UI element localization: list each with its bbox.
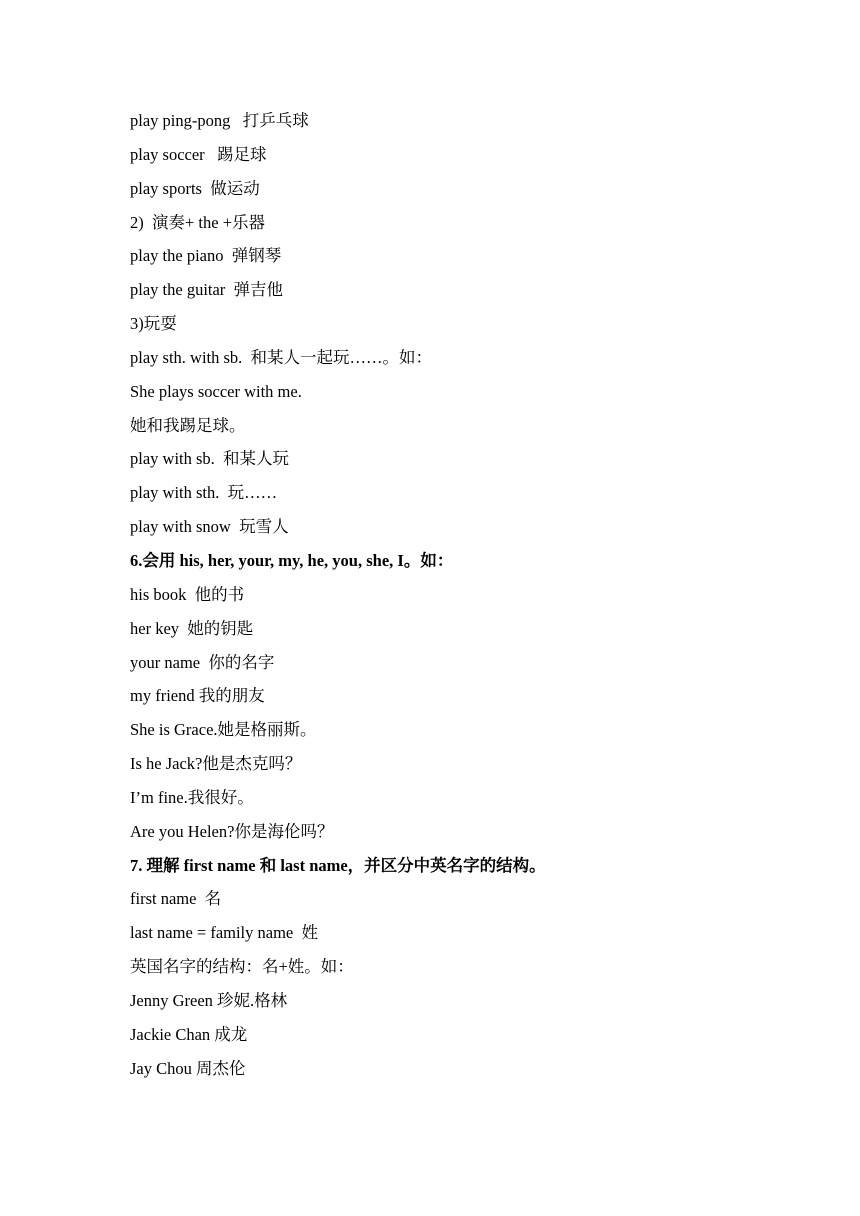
text-line: your name 你的名字 — [130, 652, 275, 672]
text-line: my friend 我的朋友 — [130, 686, 265, 706]
example-translation: 她和我踢足球。 — [130, 415, 246, 435]
section-heading: 7. 理解 first name 和 last name，并区分中英名字的结构。 — [130, 855, 546, 875]
section-heading: 6.会用 his, her, your, my, he, you, she, I。如： — [130, 550, 454, 570]
example-name: Jackie Chan 成龙 — [130, 1024, 248, 1044]
text-line: play ping-pong 打乒乓球 — [130, 111, 309, 130]
text-line: play with sb. 和某人玩 — [130, 449, 290, 469]
example-sentence: Is he Jack?他是杰克吗？ — [130, 754, 302, 774]
text-line: play sth. with sb. 和某人一起玩……。如： — [130, 347, 433, 367]
text-line: her key 她的钥匙 — [130, 618, 254, 638]
text-line: play the piano 弹钢琴 — [130, 246, 282, 266]
example-sentence: She is Grace.她是格丽斯。 — [130, 720, 317, 740]
text-line: play the guitar 弹吉他 — [130, 280, 284, 300]
document-page — [130, 109, 770, 1090]
text-line: play with snow 玩雪人 — [130, 517, 289, 537]
text-line: last name = family name 姓 — [130, 923, 319, 943]
example-sentence: I’m fine.我很好。 — [130, 787, 254, 807]
text-line: first name 名 — [130, 889, 222, 909]
text-line: his book 他的书 — [130, 584, 245, 604]
example-sentence: Are you Helen?你是海伦吗？ — [130, 821, 334, 841]
subsection-heading: 2) 演奏+ the +乐器 — [130, 212, 266, 232]
text-line: play soccer 踢足球 — [130, 144, 267, 164]
example-name: Jenny Green 珍妮.格林 — [130, 990, 288, 1010]
text-line: 英国名字的结构：名+姓。如： — [130, 957, 354, 977]
text-line: play with sth. 玩…… — [130, 483, 278, 503]
text-line: play sports 做运动 — [130, 178, 260, 198]
subsection-heading: 3)玩耍 — [130, 314, 177, 334]
example-sentence: She plays soccer with me. — [130, 381, 302, 401]
example-name: Jay Chou 周杰伦 — [130, 1058, 246, 1078]
